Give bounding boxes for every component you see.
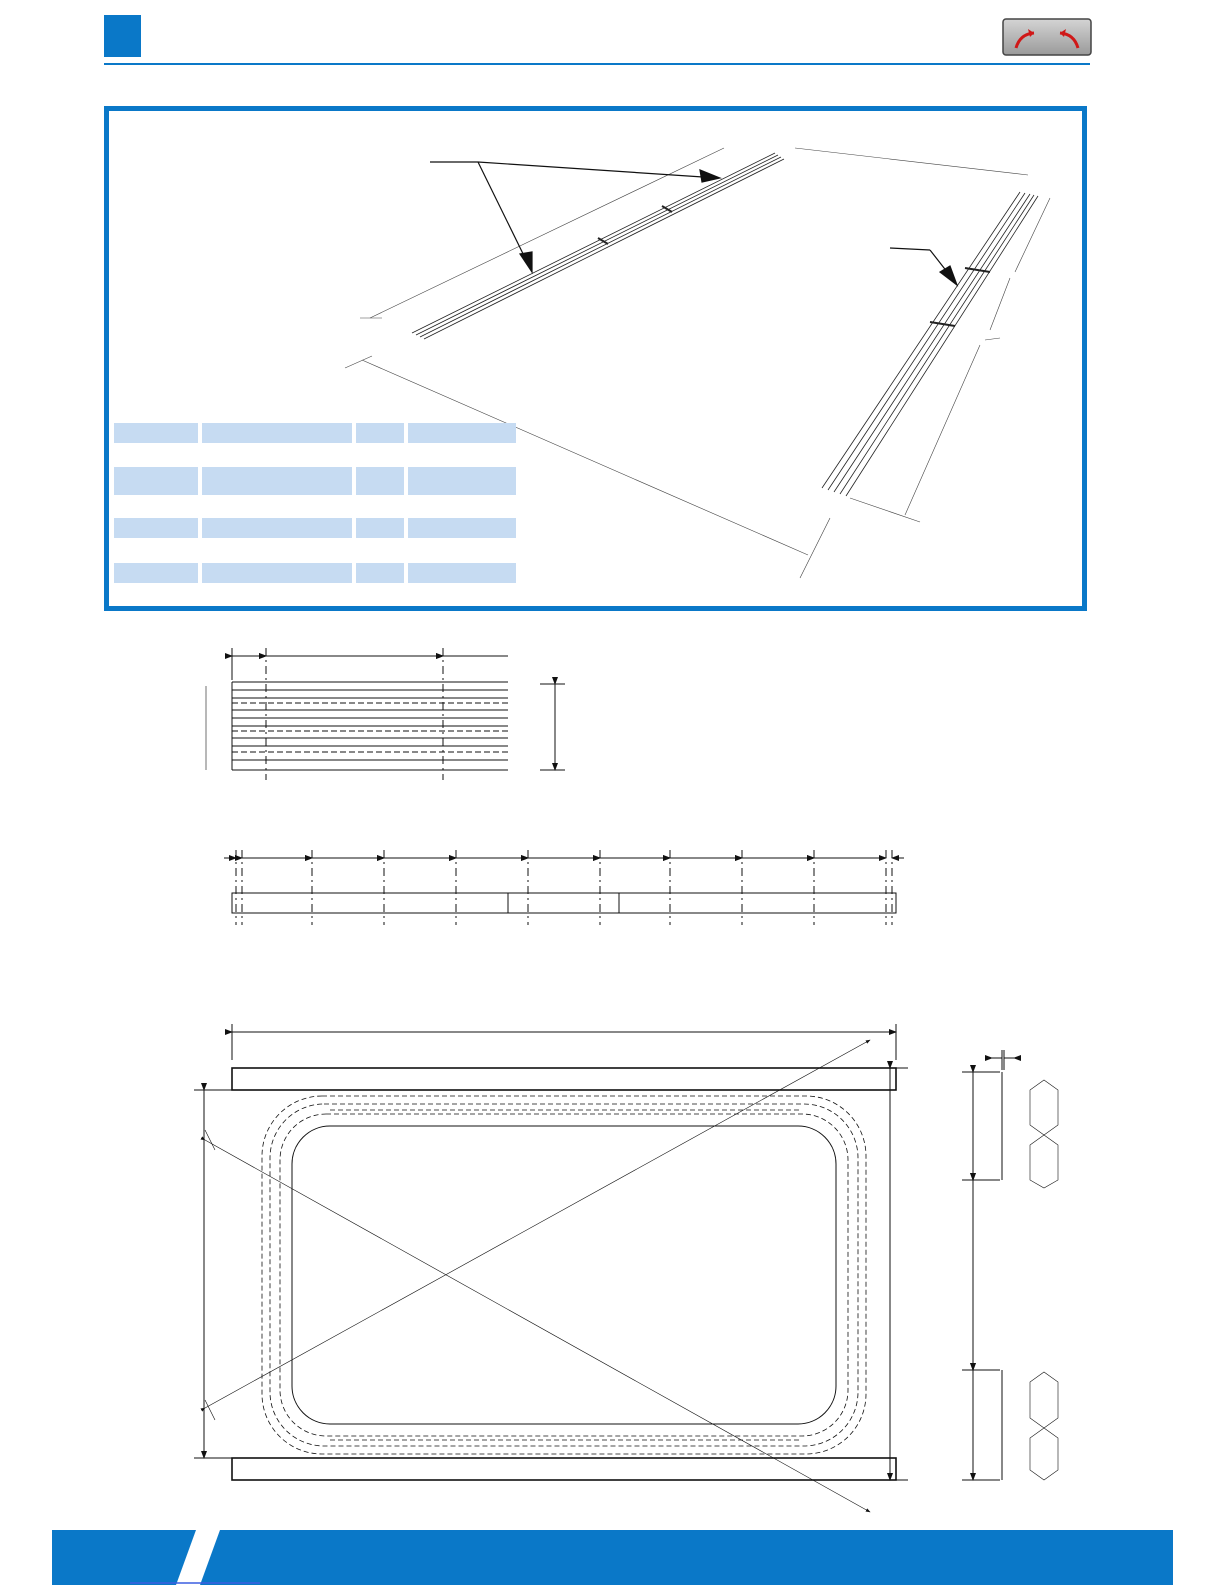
- spec-cell: [356, 467, 404, 495]
- spec-cell: [114, 518, 198, 538]
- footer-link[interactable]: [130, 1560, 270, 1580]
- spec-cell: [202, 563, 352, 583]
- spec-cell: [356, 563, 404, 583]
- spec-cell: [202, 467, 352, 495]
- spec-cell: [356, 518, 404, 538]
- spec-table-row: [114, 563, 516, 583]
- spec-cell: [356, 423, 404, 443]
- spec-cell: [408, 467, 516, 495]
- spec-cell: [114, 423, 198, 443]
- spec-table-row: [114, 518, 516, 538]
- section-view: [206, 648, 565, 780]
- technical-drawings: [0, 620, 1225, 1520]
- spec-table-row: [114, 467, 516, 495]
- spec-cell: [202, 423, 352, 443]
- spec-cell: [202, 518, 352, 538]
- strip-elevation: [224, 850, 904, 925]
- spec-cell: [408, 423, 516, 443]
- spec-cell: [114, 563, 198, 583]
- spec-cell: [408, 518, 516, 538]
- spec-table-row: [114, 423, 516, 443]
- side-detail: [962, 1050, 1058, 1480]
- plan-view: [194, 1024, 908, 1512]
- spec-cell: [114, 467, 198, 495]
- spec-cell: [408, 563, 516, 583]
